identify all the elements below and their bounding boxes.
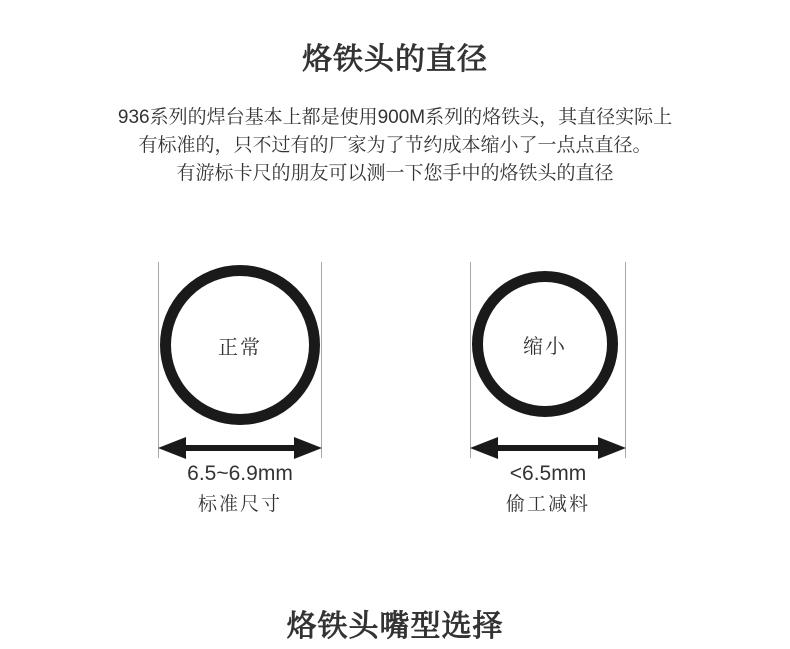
- description-paragraph: [0, 104, 790, 188]
- diameter-arrow-icon: [470, 436, 626, 460]
- measurement-caption: 偷工减料: [505, 494, 590, 515]
- tip-cross-section-shrunken: [472, 271, 618, 417]
- dimension-guide-line: [470, 262, 471, 458]
- circle-label: 正常: [218, 336, 262, 359]
- figure-shrunken-tip: [470, 262, 626, 517]
- section-title: 烙铁头嘴型选择: [286, 610, 504, 643]
- measurement-value: <6.5mm: [509, 462, 587, 485]
- description-line: 有标准的，只不过有的厂家为了节约成本缩小了一点点直径。: [138, 135, 652, 156]
- description-line: 936系列的焊台基本上都是使用900M系列的烙铁头，其直径实际上: [117, 107, 673, 128]
- measurement-value: 6.5~6.9mm: [187, 462, 293, 485]
- dimension-guide-line: [321, 262, 322, 458]
- page-title: 烙铁头的直径: [302, 43, 488, 76]
- description-line: 有游标卡尺的朋友可以测一下您手中的烙铁头的直径: [176, 163, 614, 184]
- measurement-caption: 标准尺寸: [197, 494, 282, 515]
- diameter-arrow-icon: [158, 436, 322, 460]
- dimension-guide-line: [158, 262, 159, 458]
- tip-cross-section-normal: [160, 265, 320, 425]
- circle-label: 缩小: [523, 335, 567, 358]
- figure-normal-tip: [158, 262, 322, 517]
- dimension-guide-line: [625, 262, 626, 458]
